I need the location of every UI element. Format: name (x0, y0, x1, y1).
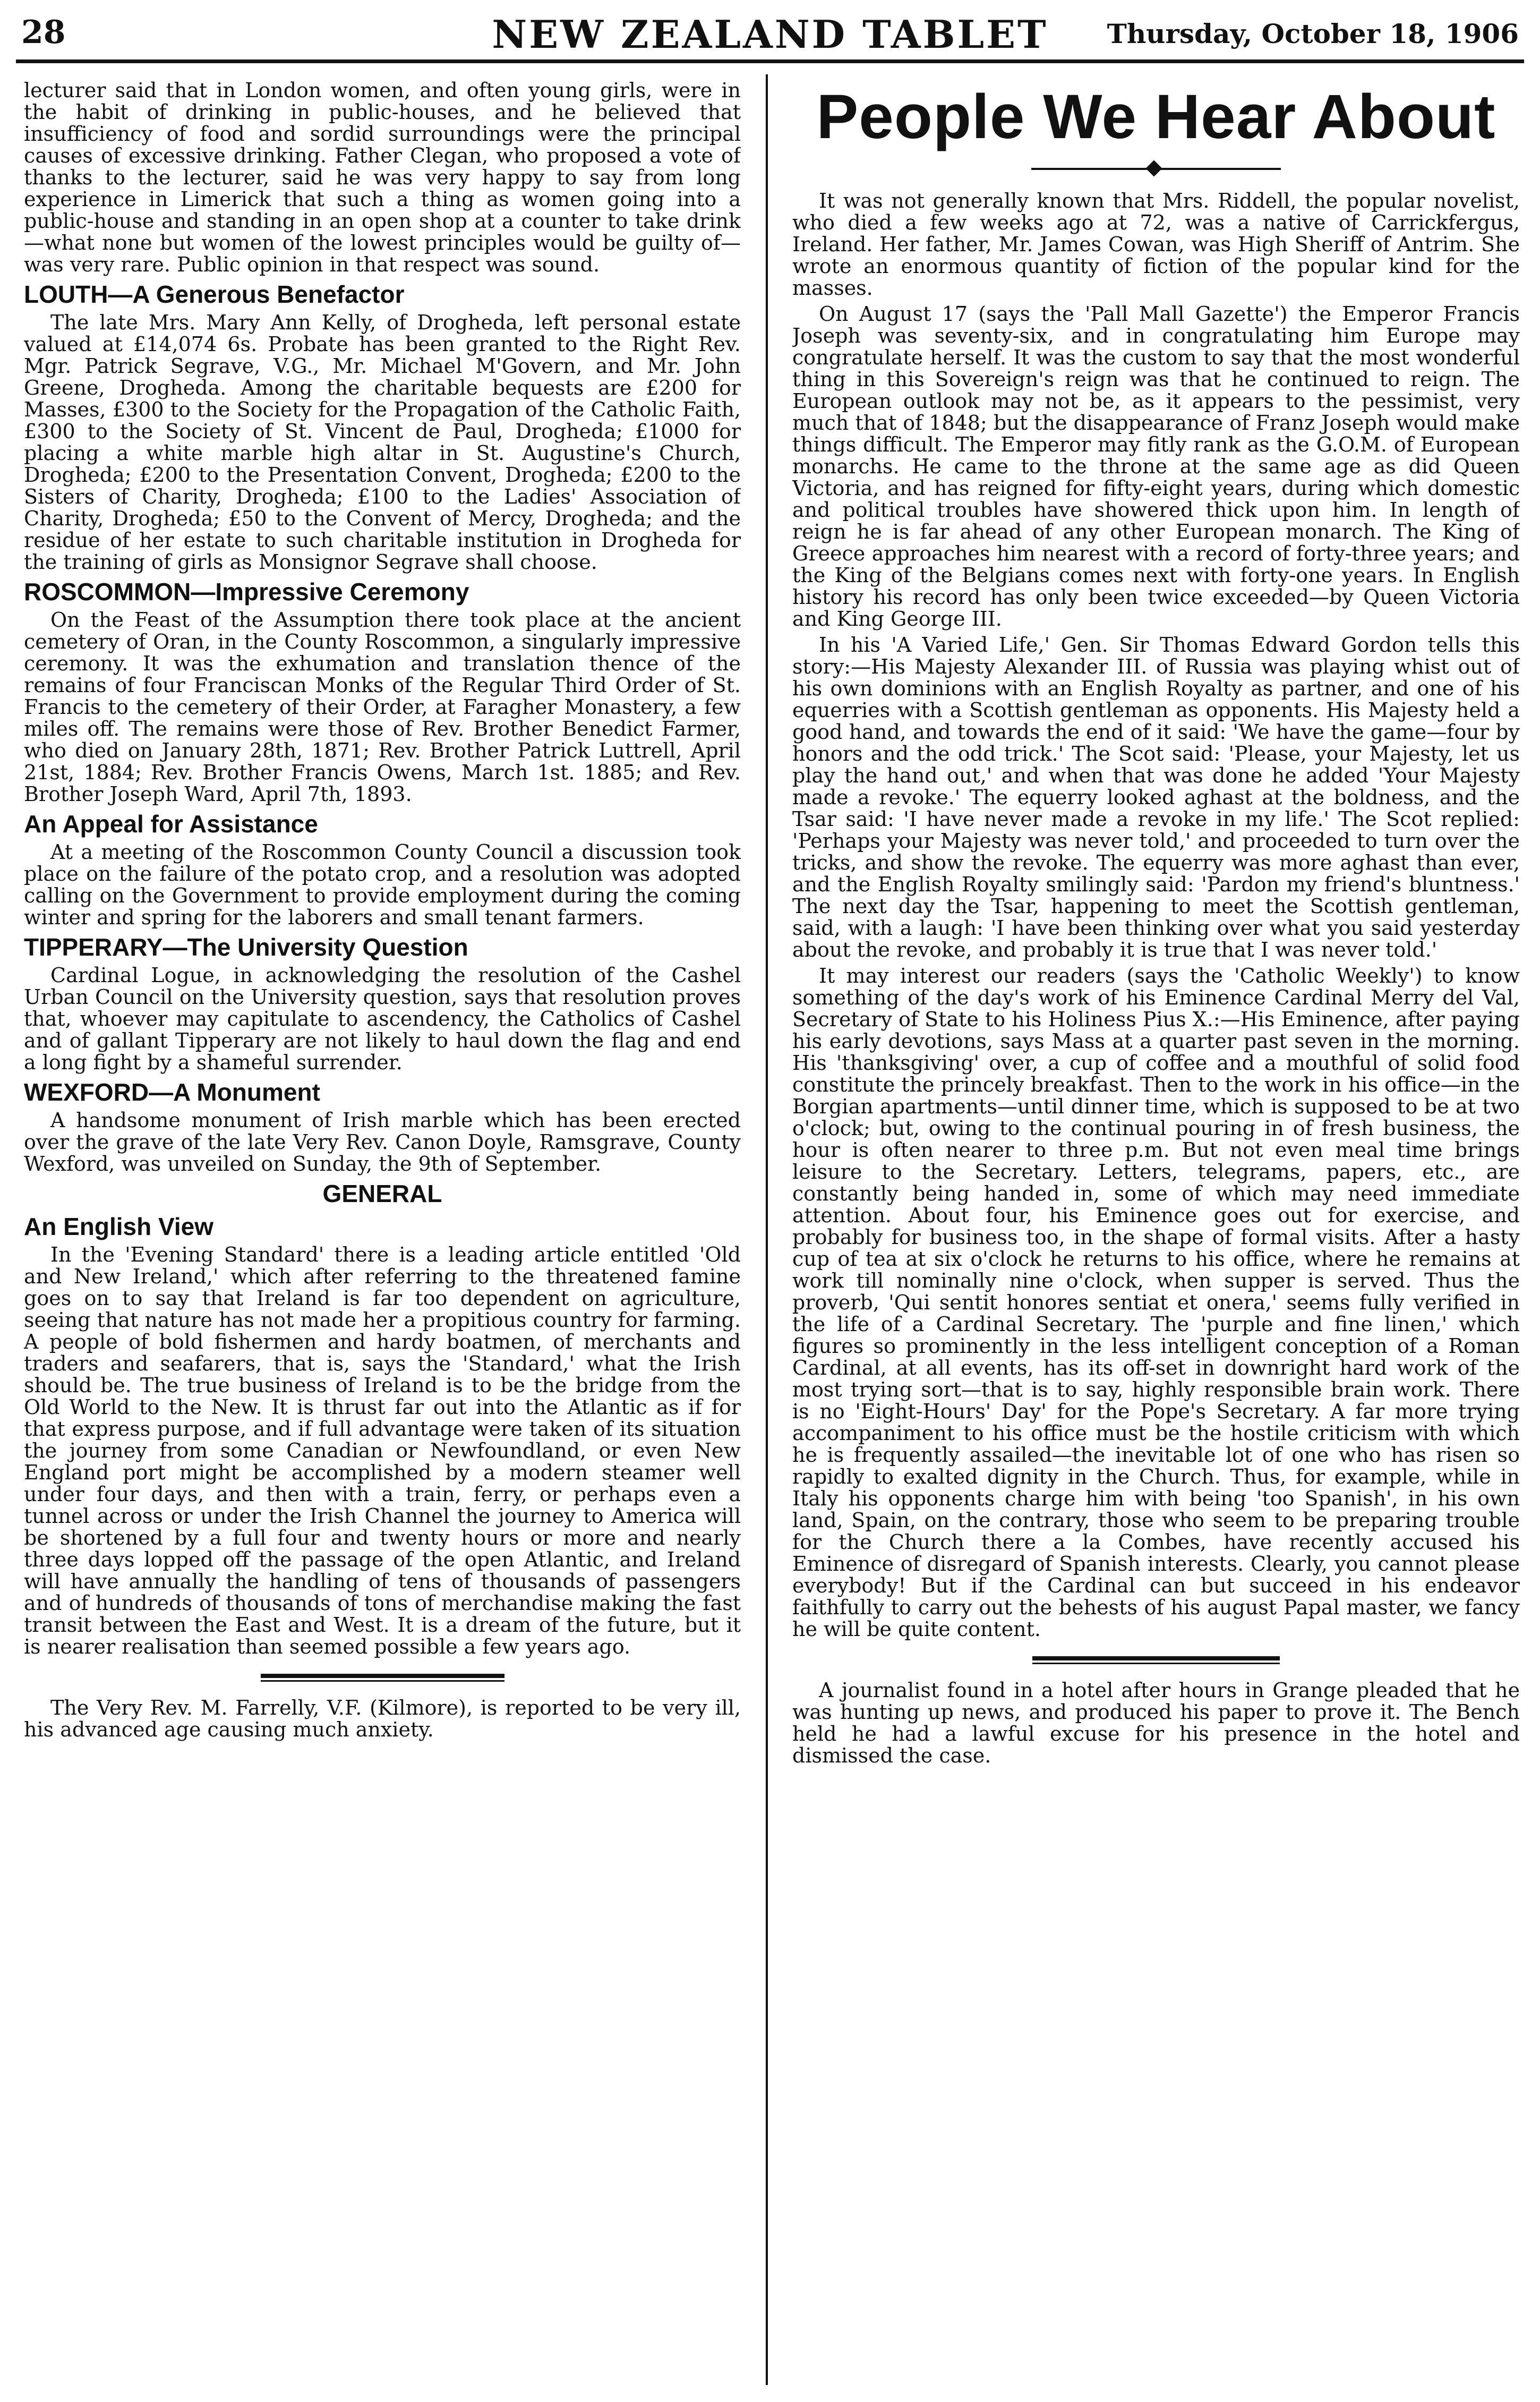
article-paragraph: In the 'Evening Standard' there is a leading article entitled 'Old and New Ireland,' which after referring to the threatened famine goes on to say that Ireland is far too dependent on agriculture, seeing that nature has not made her a propitious country for farming. A people of bold fishermen and hardy boatmen, of merchants and traders and seafarers, that is, says the 'Standard,' what the Irish should be. The true business of Ireland is to be the bridge from the Old World to the New. It is thrust far out into the Atlantic as if for that express purpose, and if full advantage were taken of its situation the journey from some Canadian or Newfoundland, or even New England port might be accomplished by a modern steamer well under four days, and then with a train, ferry, or perhaps even a tunnel across or under the Irish Channel the journey to America will be shortened by a full four and twenty hours or more and nearly three days lopped off the passage of the open Atlantic, and Ireland will have annually the handling of tens of thousands of passengers and of hundreds of thousands of tons of merchandise making the fast transit between the East and West. It is a dream of the future, but it is nearer realisation than seemed possible a few years ago. (24, 1243, 741, 1658)
section-heading-louth: LOUTH—A Generous Benefactor (24, 280, 405, 308)
page-number: 28 (21, 14, 66, 51)
article-paragraph: It was not generally known that Mrs. Riddell, the popular novelist, who died a few weeks ago at 72, was a native of Carrickfergus, Ireland. Her father, Mr. James Cowan, was High Sheriff of Antrim. She wrote an enormous quantity of fiction of the popular kind for the masses. (792, 189, 1520, 300)
article-paragraph: The late Mrs. Mary Ann Kelly, of Drogheda, left personal estate valued at £14,074 6s. Probate has been granted to the Right Rev. Mgr. Patrick Segrave, V.G., Mr. Michael M'Govern, and Mr. John Greene, Drogheda. Among the charitable bequests are £200 for Masses, £300 to the Society for the Propagation of the Catholic Faith, £300 to the Society of St. Vincent de Paul, Drogheda; £1000 for placing a white marble high altar in St. Augustine's Church, Drogheda; £200 to the Presentation Convent, Drogheda; £200 to the Sisters of Charity, Drogheda; £100 to the Ladies' Association of Charity, Drogheda; £50 to the Convent of Mercy, Drogheda; and the residue of her estate to such charitable institution in Drogheda for the training of girls as Monsignor Segrave shall choose. (24, 311, 741, 574)
section-heading-english-view: An English View (24, 1213, 213, 1240)
feature-title: People We Hear About (816, 82, 1496, 152)
section-heading-wexford: WEXFORD—A Monument (24, 1078, 320, 1106)
article-paragraph: A journalist found in a hotel after hours in Grange pleaded that he was hunting up news, and produced his paper to prove it. The Bench held he had a lawful excuse for his presence in the hotel and dismissed the case. (792, 1679, 1520, 1767)
section-rule (24, 1672, 741, 1684)
article-paragraph: A handsome monument of Irish marble which has been erected over the grave of the late Very Rev. Canon Doyle, Ramsgrave, County Wexford, was unveiled on Sunday, the 9th of September. (24, 1109, 741, 1176)
article-paragraph: At a meeting of the Roscommon County Council a discussion took place on the failure of the potato crop, and a resolution was adopted calling on the Government to provide employment during the coming winter and spring for the laborers and small tenant farmers. (24, 840, 741, 929)
article-paragraph: On August 17 (says the 'Pall Mall Gazette') the Emperor Francis Joseph was seventy-six, and in congratulating him Europe may congratulate herself. It was the custom to say that the most wonderful thing in this Sovereign's reign was that he continued to reign. The European outlook may not be, as it appears to the pessimist, very much that of 1848; but the disappearance of Franz Joseph would make things difficult. The Emperor may fitly rank as the G.O.M. of European monarchs. He came to the throne at the same age as did Queen Victoria, and has reigned for fifty-eight years, during which domestic and political troubles have showered thick upon him. In length of reign he is far ahead of any other European monarch. The King of Greece approaches him nearest with a record of forty-three years; and the King of the Belgians comes next with forty-one years. In English history his record has only been twice exceeded—by Queen Victoria and King George III. (792, 302, 1520, 631)
left-column (24, 80, 741, 2385)
masthead: NEW ZEALAND TABLET (492, 12, 1048, 57)
column-divider (766, 74, 768, 2385)
section-heading-roscommon: ROSCOMMON—Impressive Ceremony (24, 578, 469, 606)
article-paragraph: In his 'A Varied Life,' Gen. Sir Thomas Edward Gordon tells this story:—His Majesty Alexander III. of Russia was playing whist out of his own dominions with an English Royalty as partner, and one of his equerries with a Scottish gentleman as opponents. His Majesty held a good hand, and towards the end of it said: 'We have the game—four by honors and the odd trick.' The Scot said: 'Please, your Majesty, let us play the hand out,' and when that was done he added 'Your Majesty made a revoke.' The equerry looked aghast at the boldness, and the Tsar said: 'I have never made a revoke in my life.' The Scot replied: 'Perhaps your Majesty was never told,' and proceeded to turn over the tricks, and show the revoke. The equerry was more aghast than ever, and the English Royalty smilingly said: 'Pardon my friend's bluntness.' The next day the Tsar, happening to meet the Scottish gentleman, said, with a laugh: 'I have been thinking over what you said yesterday about the revoke, and probably it is true that I was never told.' (792, 633, 1520, 961)
section-heading-appeal: An Appeal for Assistance (24, 810, 318, 838)
article-paragraph: On the Feast of the Assumption there took place at the ancient cemetery of Oran, in the County Roscommon, a singularly impressive ceremony. It was the exhumation and translation thence of the remains of four Franciscan Monks of the Regular Third Order of St. Francis to the cemetery of their Order, at Faragher Monastery, a few miles off. The remains were those of Rev. Brother Benedict Farmer, who died on January 28th, 1871; Rev. Brother Patrick Luttrell, April 21st, 1884; Rev. Brother Francis Owens, March 1st. 1885; and Rev. Brother Joseph Ward, April 7th, 1893. (24, 608, 741, 806)
article-paragraph: lecturer said that in London women, and often young girls, were in the habit of drinking in public-houses, and he believed that insufficiency of food and sordid surroundings were the principal causes of excessive drinking. Father Clegan, who proposed a vote of thanks to the lecturer, said he was very happy to say from long experience in Limerick that such a thing as women going into a public-house and standing in an open shop at a counter to take drink—what none but women of the lowest principles would be guilty of—was very rare. Public opinion in that respect was sound. (24, 80, 741, 276)
section-heading-general: GENERAL (322, 1180, 442, 1207)
page-header (16, 11, 1524, 63)
article-paragraph: Cardinal Logue, in acknowledging the resolution of the Cashel Urban Council on the University question, says that resolution proves that, whoever may capitulate to ascendency, the Catholics of Cashel and of gallant Tipperary are not likely to haul down the flag and end a long fight by a shameful surrender. (24, 964, 741, 1074)
right-column (792, 80, 1520, 2385)
title-ornament (792, 159, 1520, 177)
article-paragraph: The Very Rev. M. Farrelly, V.F. (Kilmore), is reported to be very ill, his advanced age causing much anxiety. (24, 1696, 741, 1741)
article-paragraph: It may interest our readers (says the 'Catholic Weekly') to know something of the day's work of his Eminence Cardinal Merry del Val, Secretary of State to his Holiness Pius X.:—His Eminence, after paying his early devotions, says Mass at a quarter past seven in the morning. His 'thanksgiving' over, a cup of coffee and a mouthful of solid food constitute the princely breakfast. Then to the work in his office—in the Borgian apartments—until dinner time, which is supposed to be at two o'clock; but, owing to the continual pouring in of fresh business, the hour is often nearer to three p.m. But not even meal time brings leisure to the Secretary. Letters, telegrams, papers, etc., are constantly being handed in, some of which may need immediate attention. About four, his Eminence goes out for exercise, and probably for business too, in the shape of formal visits. After a hasty cup of tea at six o'clock he returns to his office, where he remains at work till nominally nine o'clock, when supper is served. Thus the proverb, 'Qui sentit honores sentiat et onera,' seems fully verified in the life of a Cardinal Secretary. The 'purple and fine linen,' which figures so prominently in the less intelligent conception of a Roman Cardinal, at all events, has its off-set in downright hard work of the most trying sort—that is to say, highly responsible brain work. There is no 'Eight-Hours' Day' for the Pope's Secretary. A far more trying accompaniment to his office must be the hostile criticism with which he is frequently assailed—the inevitable lot of one who has risen so rapidly to exalted dignity in the Church. Thus, for example, while in Italy his opponents charge him with being 'too Spanish', in his own land, Spain, on the contrary, those who seem to be preparing trouble for the Church there a la Combes, have recently accused his Eminence of disregard of Spanish interests. Clearly, you cannot please everybody! But if the Cardinal can but succeed in his endeavor faithfully to carry out the behests of his august Papal master, we fancy he will be quite content. (792, 964, 1520, 1641)
section-heading-tipperary: TIPPERARY—The University Question (24, 933, 468, 961)
section-rule (792, 1654, 1520, 1667)
dateline: Thursday, October 18, 1906 (1107, 18, 1519, 49)
